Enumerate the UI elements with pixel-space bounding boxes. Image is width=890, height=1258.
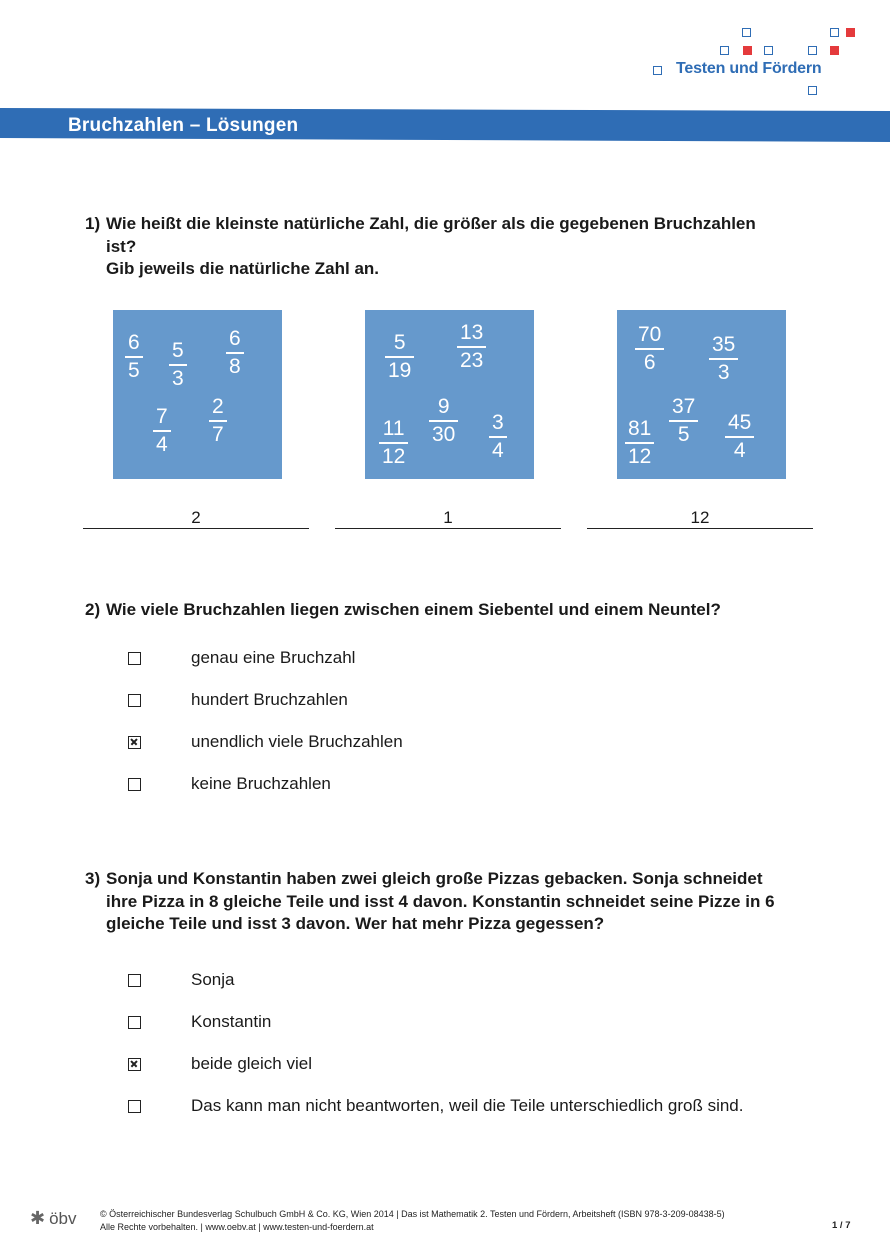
fraction-bar — [169, 364, 187, 366]
q2-option-4[interactable] — [128, 772, 331, 796]
publisher-logo-text: öbv — [49, 1208, 77, 1228]
denominator: 12 — [628, 445, 652, 468]
checkbox[interactable] — [128, 1016, 141, 1029]
publisher-star-icon: ✱ — [30, 1208, 46, 1228]
fraction-box-3 — [617, 310, 786, 479]
question-3-line: Sonja und Konstantin haben zwei gleich große Pizzas gebacken. Sonja schneidet — [106, 869, 763, 888]
checkbox-checked[interactable] — [128, 736, 141, 749]
fraction-bar — [625, 442, 654, 444]
fraction-bar — [489, 436, 507, 438]
fraction — [489, 412, 507, 462]
logo-square — [742, 28, 751, 37]
fraction — [125, 332, 143, 382]
fraction-box-1 — [113, 310, 282, 479]
numerator: 70 — [638, 323, 662, 346]
logo-square-red — [846, 28, 855, 37]
fraction-bar — [457, 346, 486, 348]
fraction — [725, 412, 754, 462]
checkbox[interactable] — [128, 1100, 141, 1113]
option-label: Das kann man nicht beantworten, weil die Teile unterschiedlich groß sind. — [191, 1096, 744, 1115]
fraction-bar — [379, 442, 408, 444]
numerator: 6 — [229, 327, 241, 350]
answer-value-2: 1 — [443, 508, 453, 527]
checkbox[interactable] — [128, 778, 141, 791]
question-3-text — [106, 868, 775, 936]
denominator: 6 — [643, 351, 656, 374]
fraction — [379, 418, 408, 468]
denominator: 23 — [460, 349, 484, 372]
fraction — [153, 406, 171, 456]
numerator: 6 — [128, 331, 140, 354]
fraction-bar — [153, 430, 171, 432]
logo-brand-text: Testen und Fördern — [676, 60, 822, 77]
option-label: Konstantin — [191, 1012, 272, 1031]
logo-square — [764, 46, 773, 55]
logo-square-red — [743, 46, 752, 55]
numerator: 5 — [172, 339, 184, 362]
fraction — [709, 334, 738, 384]
fraction-bar — [385, 356, 414, 358]
numerator: 2 — [212, 395, 224, 418]
testen-und-foerdern-logo — [640, 18, 880, 108]
q3-option-3[interactable] — [128, 1052, 312, 1076]
option-label: beide gleich viel — [191, 1054, 312, 1073]
footer-line: Alle Rechte vorbehalten. | www.oebv.at | www.testen-und-foerdern.at — [100, 1221, 374, 1232]
option-label: Sonja — [191, 970, 235, 989]
q3-option-4[interactable] — [128, 1094, 744, 1118]
fraction-bar — [226, 352, 244, 354]
answer-line-2 — [335, 528, 561, 529]
checkbox[interactable] — [128, 694, 141, 707]
question-2-number: 2) — [85, 600, 101, 619]
fraction-bar — [125, 356, 143, 358]
denominator: 12 — [382, 445, 406, 468]
question-1-text — [106, 213, 756, 281]
page-number: 1 / 7 — [832, 1220, 851, 1231]
fraction-bar — [209, 420, 227, 422]
fraction-bar — [429, 420, 458, 422]
fraction — [169, 340, 187, 390]
fraction — [625, 418, 654, 468]
denominator: 30 — [432, 423, 456, 446]
logo-square — [720, 46, 729, 55]
answer-value-1: 2 — [191, 508, 201, 527]
numerator: 37 — [672, 395, 696, 418]
numerator: 3 — [492, 411, 504, 434]
numerator: 81 — [628, 417, 652, 440]
fraction — [457, 322, 486, 372]
numerator: 9 — [437, 395, 450, 418]
numerator: 35 — [712, 333, 736, 356]
numerator: 13 — [460, 321, 484, 344]
fraction — [226, 328, 244, 378]
checkbox[interactable] — [128, 974, 141, 987]
q3-option-2[interactable] — [128, 1010, 272, 1034]
question-3-line: gleiche Teile und isst 3 davon. Wer hat mehr Pizza gegessen? — [106, 914, 605, 933]
numerator: 11 — [382, 417, 405, 440]
footer-copyright — [100, 1208, 725, 1233]
question-1-line: Wie heißt die kleinste natürliche Zahl, die größer als die gegebenen Bruchzahlen — [106, 214, 756, 233]
q2-option-3[interactable] — [128, 730, 403, 754]
denominator: 4 — [492, 439, 504, 462]
footer-line: © Österreichischer Bundesverlag Schulbuch GmbH & Co. KG, Wien 2014 | Das ist Mathematik 2. Testen und Fördern, Arbeitsheft (ISBN 978-3-209-08438-5) — [100, 1209, 725, 1219]
logo-square — [808, 46, 817, 55]
question-1-line: ist? — [106, 236, 137, 256]
fraction-bar — [725, 436, 754, 438]
option-label: hundert Bruchzahlen — [191, 690, 348, 709]
logo-square — [808, 86, 817, 95]
fraction-bar — [635, 348, 664, 350]
option-label: unendlich viele Bruchzahlen — [191, 732, 403, 751]
fraction-bar — [709, 358, 738, 360]
q3-option-1[interactable] — [128, 968, 235, 992]
question-1-number: 1) — [85, 214, 101, 233]
checkbox[interactable] — [128, 652, 141, 665]
denominator: 4 — [156, 433, 168, 456]
denominator: 5 — [677, 423, 690, 446]
denominator: 3 — [172, 367, 184, 390]
checkbox-checked[interactable] — [128, 1058, 141, 1071]
denominator: 4 — [733, 439, 746, 462]
answer-line-3 — [587, 528, 813, 529]
denominator: 7 — [212, 423, 224, 446]
fraction-box-2 — [365, 310, 534, 479]
q2-option-2[interactable] — [128, 688, 348, 712]
answer-value-3: 12 — [690, 508, 710, 527]
question-2-text: Wie viele Bruchzahlen liegen zwischen einem Siebentel und einem Neuntel? — [106, 600, 721, 619]
numerator: 45 — [728, 411, 752, 434]
question-3-number: 3) — [85, 869, 101, 888]
option-label: genau eine Bruchzahl — [191, 648, 356, 667]
fraction — [209, 396, 227, 446]
option-label: keine Bruchzahlen — [191, 774, 331, 793]
denominator: 3 — [717, 361, 730, 384]
question-1-line: Gib jeweils die natürliche Zahl an. — [106, 259, 380, 278]
denominator: 8 — [229, 355, 241, 378]
numerator: 7 — [156, 405, 168, 428]
denominator: 19 — [388, 359, 412, 382]
publisher-logo — [30, 1208, 77, 1229]
fraction-bar — [669, 420, 698, 422]
fraction — [669, 396, 698, 446]
fraction — [635, 324, 664, 374]
q2-option-1[interactable] — [128, 646, 356, 670]
question-3-line: ihre Pizza in 8 gleiche Teile und isst 4 davon. Konstantin schneidet seine Pizze in 6 — [106, 891, 775, 911]
answer-line-1 — [83, 528, 309, 529]
denominator: 5 — [128, 359, 140, 382]
fraction — [385, 332, 414, 382]
title-banner — [0, 108, 890, 142]
page-title: Bruchzahlen – Lösungen — [68, 115, 299, 136]
logo-square-red — [830, 46, 839, 55]
logo-square — [653, 66, 662, 75]
numerator: 5 — [393, 331, 406, 354]
fraction — [429, 396, 458, 446]
logo-square — [830, 28, 839, 37]
